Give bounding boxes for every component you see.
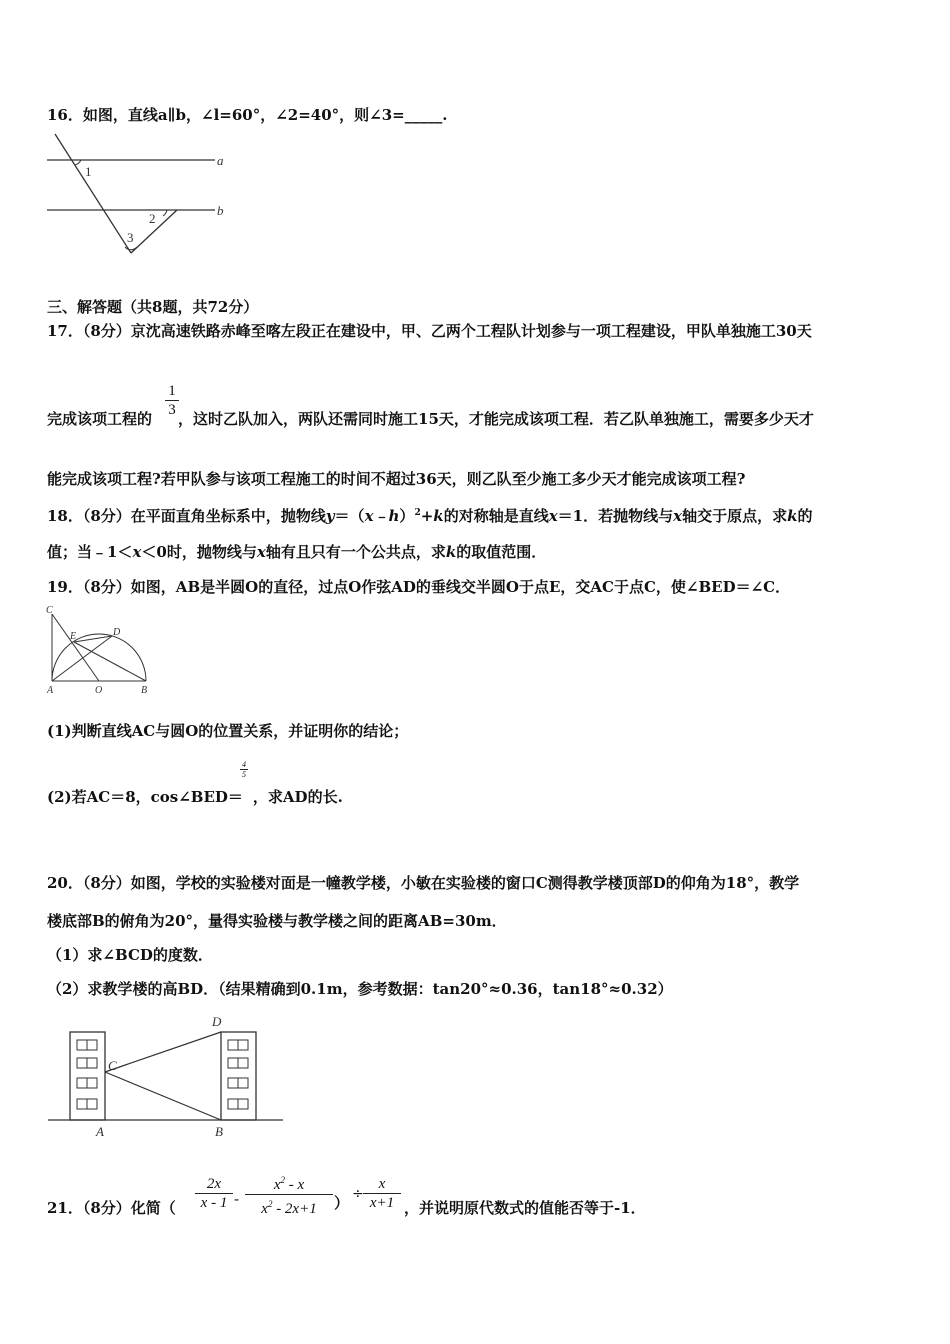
q21-minus: - bbox=[234, 1190, 240, 1208]
q18-l1-e: 的 bbox=[797, 507, 813, 525]
q17-line2 bbox=[47, 408, 814, 429]
q21-frac2-den-b: - 2x+1 bbox=[272, 1201, 317, 1217]
q21-frac2-den bbox=[245, 1196, 333, 1217]
label-angle-3: 3 bbox=[127, 230, 134, 245]
label-D: D bbox=[113, 627, 121, 638]
q21-post: ，并说明原代数式的值能否等于-1． bbox=[404, 1199, 646, 1217]
q21-frac1 bbox=[195, 1176, 233, 1211]
section-heading: 三、解答题（共8题，共72分） bbox=[47, 298, 259, 316]
q18-l2-b: ＜0时，抛物线与 bbox=[141, 543, 257, 561]
q18-l1-k2: k bbox=[787, 507, 798, 525]
label-angle-2: 2 bbox=[149, 211, 156, 226]
q20-line2: 楼底部B的俯角为20°，量得实验楼与教学楼之间的距离AB=30m． bbox=[47, 912, 507, 930]
q21-pre: 21．（8分）化简（ bbox=[47, 1199, 176, 1217]
q18-line1 bbox=[47, 505, 813, 526]
label-A: A bbox=[96, 1124, 104, 1139]
q21-close: ） bbox=[334, 1194, 350, 1212]
q19-figure bbox=[44, 602, 159, 697]
label-O: O bbox=[95, 685, 103, 696]
q21-frac2-num-sup: 2 bbox=[280, 1175, 285, 1185]
q17-line2-post: ，这时乙队加入，两队还需同时施工15天，才能完成该项工程．若乙队单独施工，需要多少天才 bbox=[178, 410, 814, 428]
q21-frac2-num-a: x bbox=[273, 1177, 281, 1193]
q21-frac3-den: x+1 bbox=[369, 1195, 395, 1211]
q20-part1: （1）求∠BCD的度数． bbox=[47, 946, 213, 964]
segment-CO bbox=[52, 614, 99, 681]
q21-frac2-den-a: x bbox=[261, 1201, 268, 1217]
q21-frac3 bbox=[363, 1176, 401, 1211]
label-B: B bbox=[215, 1124, 223, 1139]
segment-CD bbox=[105, 1032, 221, 1072]
segment-ED bbox=[74, 636, 112, 642]
segment-CB bbox=[105, 1072, 221, 1120]
q19-part2-pre: (2)若AC＝8，cos∠BED＝ bbox=[47, 788, 243, 806]
q17-line2-pre: 完成该项工程的 bbox=[47, 410, 153, 428]
q18-l2-x2: x bbox=[256, 543, 266, 561]
q21-frac2-num bbox=[245, 1172, 333, 1193]
q18-l1-x2: x bbox=[673, 507, 683, 525]
q18-l2-a: 值；当﹣1＜ bbox=[47, 543, 133, 561]
q18-l1-y: y bbox=[325, 507, 335, 525]
q21-frac2 bbox=[245, 1172, 333, 1217]
label-a: a bbox=[217, 153, 224, 168]
q18-l1-plus: + bbox=[420, 507, 434, 525]
q18-l1-b: 的对称轴是直线 bbox=[443, 507, 549, 525]
q19-part1: (1)判断直线AC与圆O的位置关系，并证明你的结论； bbox=[47, 722, 409, 740]
q19-frac-den: 5 bbox=[242, 770, 246, 779]
label-C: C bbox=[46, 605, 53, 616]
label-B: B bbox=[141, 685, 148, 696]
q17-line1: 17．（8分）京沈高速铁路赤峰至喀左段正在建设中，甲、乙两个工程队计划参与一项工程建设，甲队单独施工30天 bbox=[47, 322, 812, 340]
q21-frac3-num: x bbox=[378, 1176, 386, 1192]
q18-l1-sup: 2 bbox=[414, 508, 421, 518]
label-D: D bbox=[212, 1014, 222, 1029]
q18-l1-c: ＝1．若抛物线与 bbox=[557, 507, 674, 525]
q20-part2: （2）求教学楼的高BD．（结果精确到0.1m，参考数据：tan20°≈0.36，tan18°≈0.32） bbox=[47, 980, 673, 998]
q17-line3: 能完成该项工程?若甲队参与该项工程施工的时间不超过36天，则乙队至少施工多少天才能完成该项工程? bbox=[47, 470, 746, 488]
q21-frac1-den: x - 1 bbox=[200, 1195, 228, 1211]
label-E: E bbox=[70, 631, 77, 642]
q19-fraction bbox=[240, 760, 248, 779]
label-b: b bbox=[217, 203, 224, 218]
label-C: C bbox=[108, 1058, 117, 1073]
label-angle-1: 1 bbox=[85, 164, 92, 179]
q20-line1: 20．（8分）如图，学校的实验楼对面是一幢教学楼，小敏在实验楼的窗口C测得教学楼顶部D的仰角为18°，教学 bbox=[47, 874, 800, 892]
q18-l1-close: ） bbox=[399, 507, 415, 525]
q19-line1: 19．（8分）如图，AB是半圆O的直径，过点O作弦AD的垂线交半圆O于点E，交AC于点C，使∠BED＝∠C． bbox=[47, 578, 791, 596]
q19-part2-post: ，求AD的长. bbox=[252, 788, 343, 806]
q21-frac2-num-b: - x bbox=[285, 1177, 305, 1193]
q17-fraction bbox=[165, 383, 179, 418]
q17-frac-den: 3 bbox=[168, 402, 176, 418]
q18-l1-eq: ＝（ bbox=[334, 507, 365, 525]
q20-figure bbox=[45, 1012, 285, 1140]
q18-l1-k: k bbox=[433, 507, 444, 525]
q21-frac2-den-sup: 2 bbox=[267, 1199, 273, 1209]
q18-l2-c: 轴有且只有一个公共点，求 bbox=[265, 543, 446, 561]
q16-figure bbox=[45, 132, 230, 262]
q18-line2 bbox=[47, 541, 546, 562]
q21-frac1-num: 2x bbox=[206, 1176, 222, 1192]
q18-l2-k: k bbox=[445, 543, 457, 561]
q18-l1-a: 18．（8分）在平面直角坐标系中，抛物线 bbox=[47, 507, 326, 525]
semicircle bbox=[52, 634, 146, 681]
q17-frac-num: 1 bbox=[168, 383, 176, 399]
q16-text: 16．如图，直线a∥b，∠l=60°，∠2=40°，则∠3=_____. bbox=[47, 106, 448, 124]
q19-part2 bbox=[47, 786, 343, 807]
q18-l2-d: 的取值范围． bbox=[456, 543, 547, 561]
q18-l2-x: x bbox=[132, 543, 142, 561]
q19-frac-num: 4 bbox=[242, 760, 246, 769]
label-A: A bbox=[47, 685, 54, 696]
q21-div: ÷ bbox=[352, 1186, 364, 1202]
segment-AD bbox=[52, 636, 112, 681]
q18-l1-x: x bbox=[548, 507, 558, 525]
q18-l1-xh: x﹣h bbox=[364, 507, 400, 525]
q18-l1-d: 轴交于原点，求 bbox=[682, 507, 788, 525]
